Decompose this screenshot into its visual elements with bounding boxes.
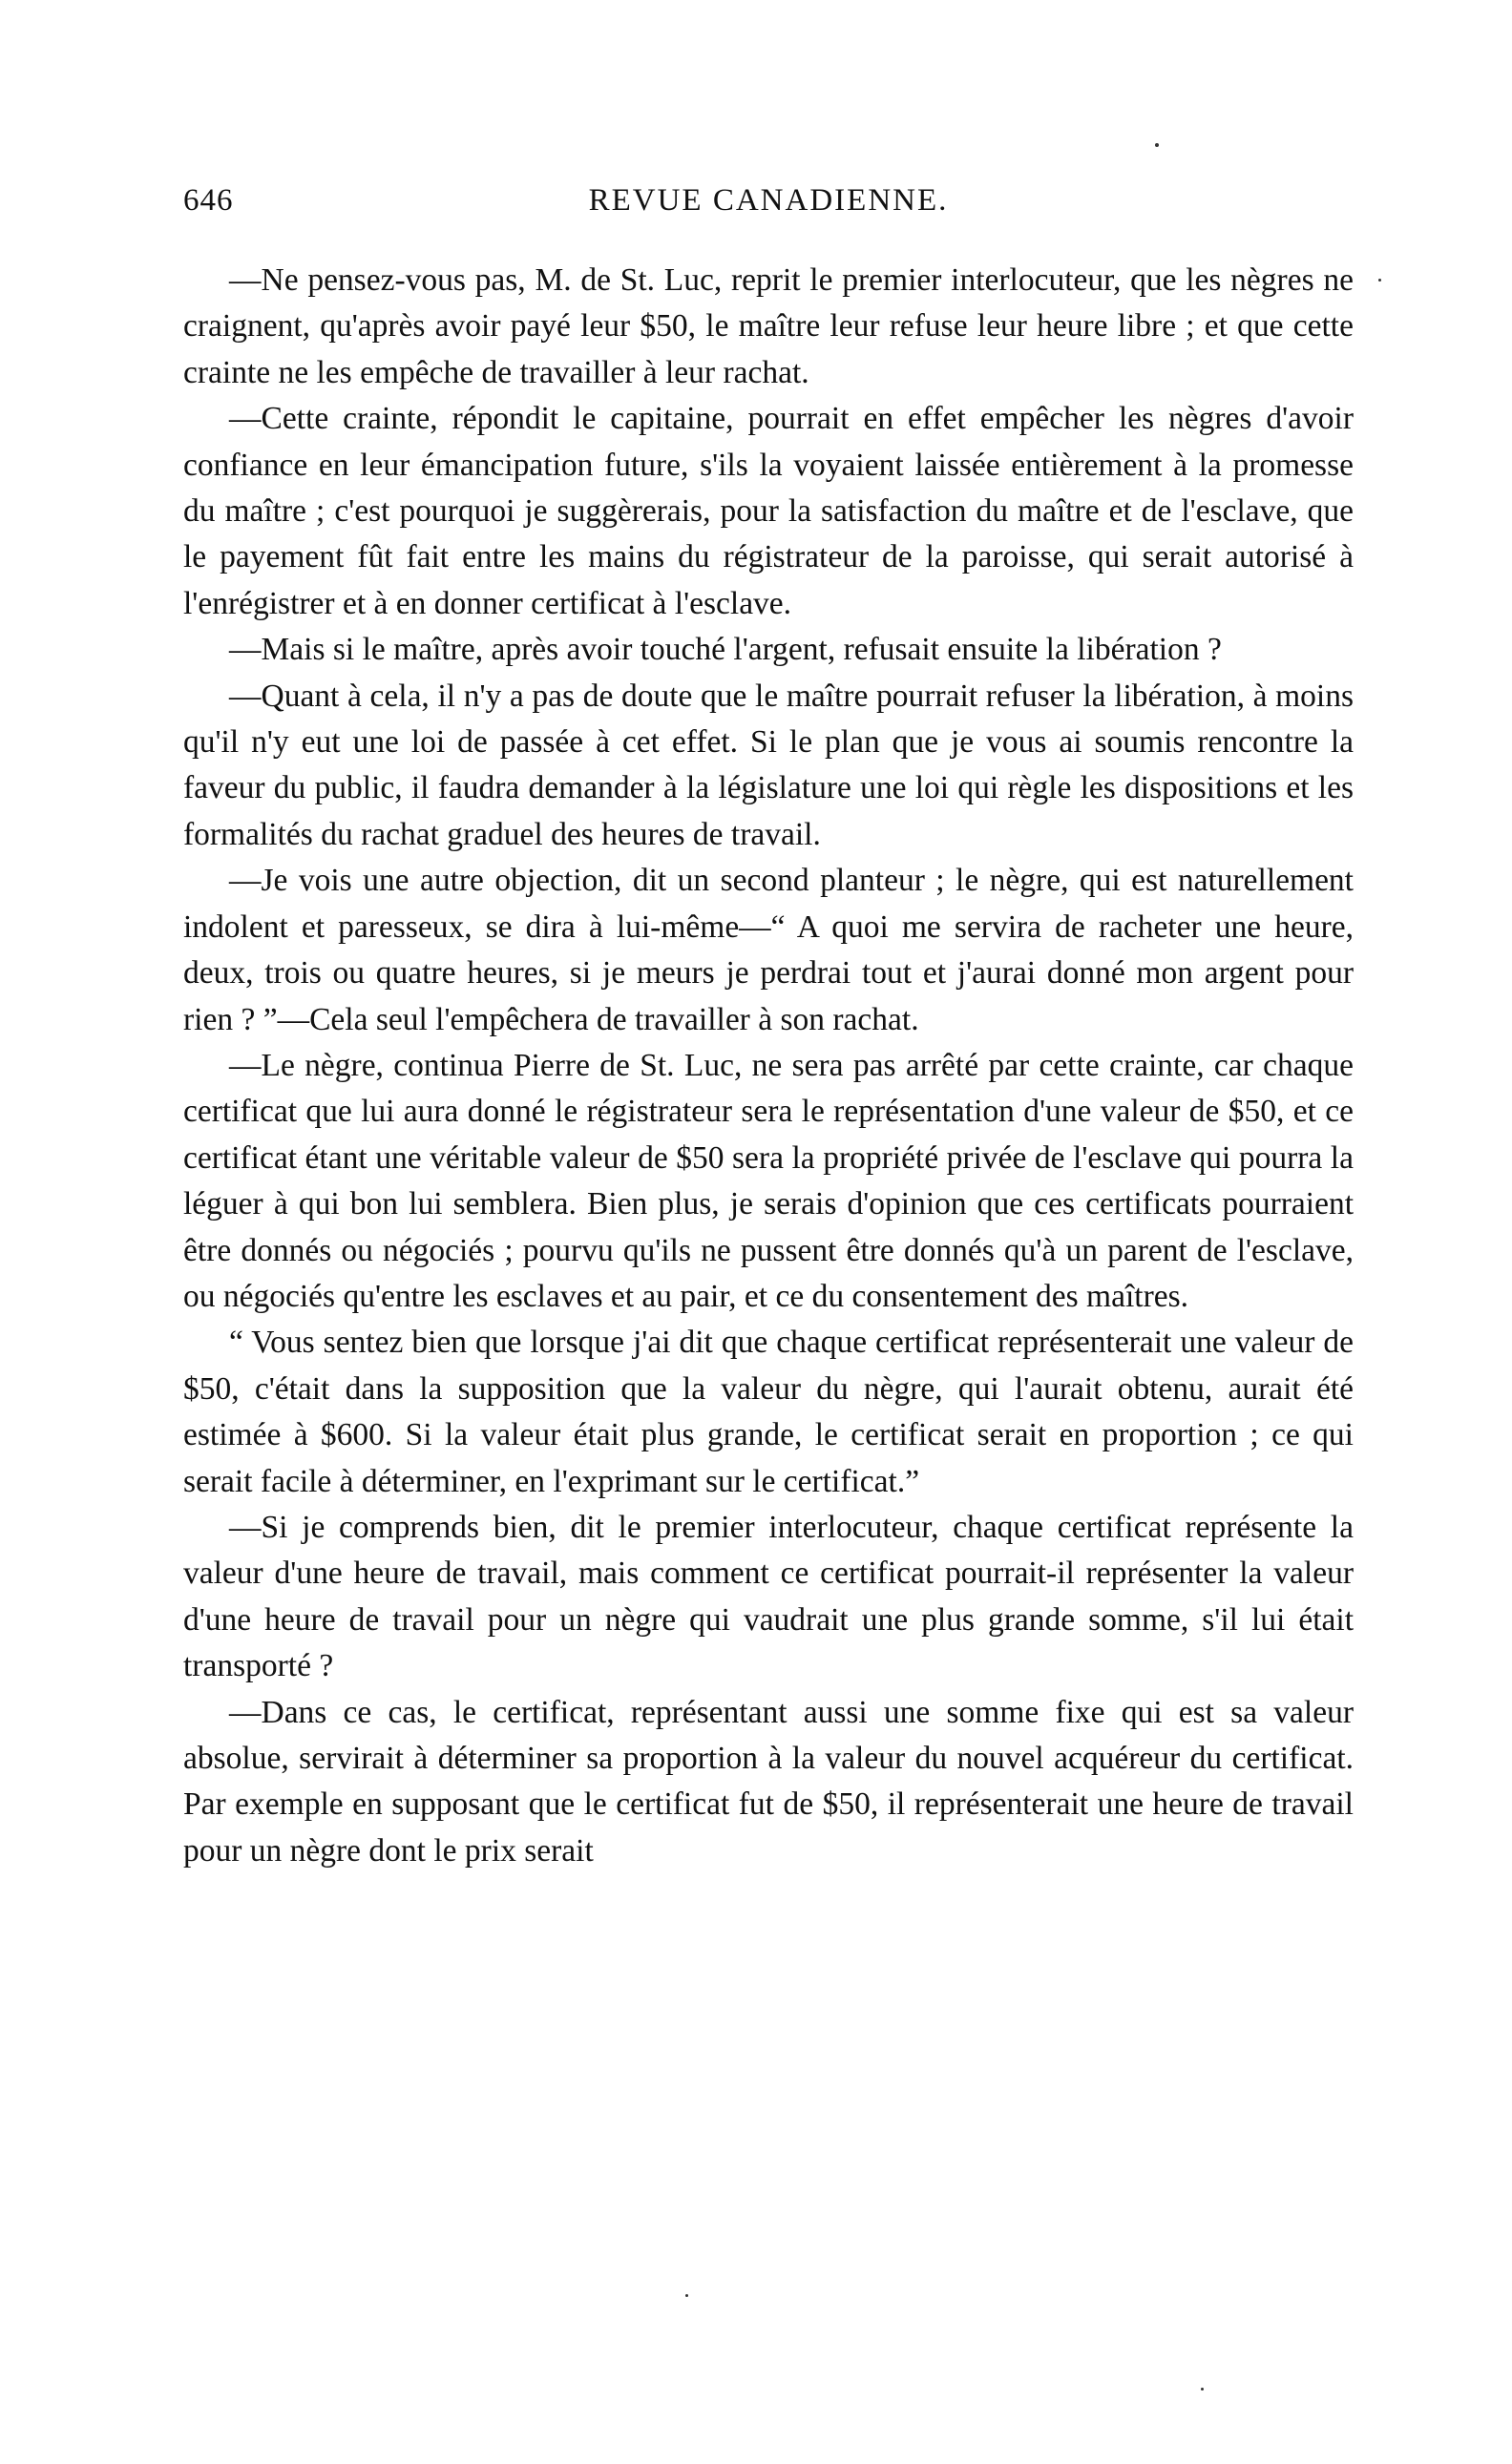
paragraph: —Quant à cela, il n'y a pas de doute que le maître pourrait refuser la libération, à moins qu'il n'y eut une loi de passée à cet effet. Si le plan que je vous ai soumis rencontre la faveur du public, il faudra demander à la législature une loi qui règle les dispositions et les formalités du rachat graduel des heures de travail. — [183, 678, 1354, 852]
print-speck — [1155, 143, 1159, 147]
paragraph: —Le nègre, continua Pierre de St. Luc, ne sera pas arrêté par cette crainte, car chaque certificat que lui aura donné le régistrateur sera le représentation d'une valeur de $50, et ce certificat étant une véritable valeur de $50 sera la propriété privée de l'esclave qui pourra la léguer à qui bon lui semblera. Bien plus, je serais d'opinion que ces certificats pourraient être donnés ou négociés ; pourvu qu'ils ne pussent être donnés qu'à un parent de l'esclave, ou négociés qu'entre les esclaves et au pair, et ce du consentement des maîtres. — [183, 1047, 1354, 1314]
paragraph: —Si je comprends bien, dit le premier interlocuteur, chaque certificat représente la valeur d'une heure de travail, mais comment ce certificat pourrait-il représenter la valeur d'une heure de travail pour un nègre qui vaudrait une plus grande somme, s'il lui était transporté ? — [183, 1509, 1354, 1684]
page-header — [183, 183, 1354, 229]
paragraph: —Cette crainte, répondit le capitaine, pourrait en effet empêcher les nègres d'avoir confiance en leur émancipation future, s'ils la voyaient laissée entièrement à la promesse du maître ; c'est pourquoi je suggèrerais, pour la satisfaction du maître et de l'esclave, que le payement fût fait entre les mains du régistrateur de la paroisse, qui serait autorisé à l'enrégistrer et à en donner certificat à l'esclave. — [183, 401, 1354, 621]
print-speck — [685, 2294, 688, 2297]
page-number: 646 — [183, 183, 234, 218]
paragraph: —Je vois une autre objection, dit un second planteur ; le nègre, qui est naturellement indolent et paresseux, se dira à lui-même—“ A quoi me servira de racheter une heure, deux, trois ou quatre heures, si je meurs je perdrai tout et j'aurai donné mon argent pour rien ? ”—Cela seul l'empêchera de travailler à son rachat. — [183, 863, 1354, 1037]
paragraph: “ Vous sentez bien que lorsque j'ai dit que chaque certificat représenterait une valeur de $50, c'était dans la supposition que la valeur du nègre, qui l'aurait obtenu, aurait été estimée à $600. Si la valeur était plus grande, le certificat serait en proportion ; ce qui serait facile à déterminer, en l'exprimant sur le certificat.” — [183, 1325, 1354, 1499]
paragraph: —Dans ce cas, le certificat, représentant aussi une somme fixe qui est sa valeur absolue, servirait à déterminer sa proportion à la valeur du nouvel acquéreur du certificat. Par exemple en supposant que le certificat fut de $50, il représenterait une heure de travail pour un nègre dont le prix serait — [183, 1694, 1354, 1869]
paragraph: —Mais si le maître, après avoir touché l'argent, refusait ensuite la libération ? — [229, 632, 1222, 668]
body-text — [183, 258, 1354, 1874]
running-title: REVUE CANADIENNE. — [588, 183, 949, 218]
print-speck — [1378, 279, 1381, 282]
paragraph: —Ne pensez-vous pas, M. de St. Luc, reprit le premier interlocuteur, que les nègres ne craignent, qu'après avoir payé leur $50, le maître leur refuse leur heure libre ; et que cette crainte ne les empêche de travailler à leur rachat. — [183, 262, 1354, 390]
print-speck — [1201, 2388, 1204, 2391]
